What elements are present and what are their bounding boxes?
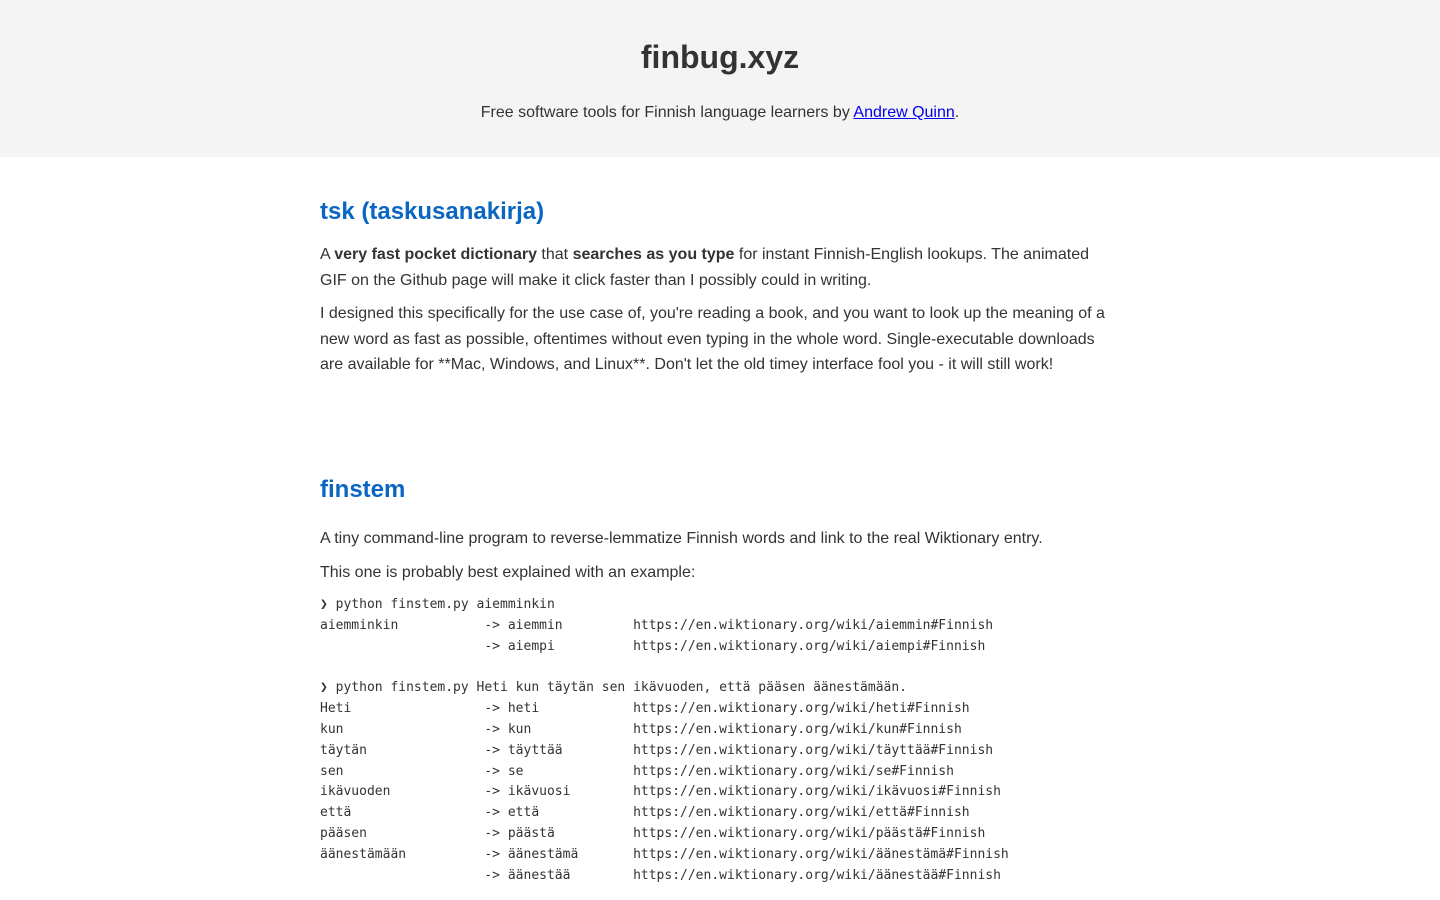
site-title: finbug.xyz <box>640 39 800 75</box>
tsk-description <box>320 242 1120 293</box>
tagline-prefix: Free software tools for Finnish language learners by <box>480 104 854 121</box>
tsk-title: tsk (taskusanakirja) <box>320 198 545 225</box>
tsk-desc-bold-2: searches as you type <box>572 246 735 263</box>
site-tagline <box>0 102 1440 124</box>
tsk-desc-text-a: A <box>320 246 335 263</box>
finstem-code-example: ❯ python finstem.py aiemminkin aiemminkin -> aiemmin https://en.wiktionary.org/wiki/aiemmin#Finnish -> aiempi https://en.wiktionary.org/wiki/aiempi#Finnish ❯ python finstem.py Heti kun täytän sen ikävuoden, että pääsen äänestämään. Heti -> heti https://en.wiktionary.org/wiki/heti#Finnish kun -> kun https://en.wiktionary.org/wiki/kun#Finnish täytän -> täyttää https://en.wiktionary.org/wiki/täyttää#Finnish sen -> se https://en.wiktionary.org/wiki/se#Finnish ikävuoden -> ikävuosi https://en.wiktionary.org/wiki/ikävuosi#Finnish että -> että https://en.wiktionary.org/wiki/että#Finnish pääsen -> päästä https://en.wiktionary.org/wiki/päästä#Finnish äänestämään -> äänestämä https://en.wiktionary.org/wiki/äänestämä#Finnish -> äänestää https://en.wiktionary.org/wiki/äänestää#Finnish <box>320 597 1009 883</box>
site-header <box>0 0 1440 157</box>
finstem-section <box>320 475 1120 886</box>
tsk-section <box>320 197 1120 378</box>
tsk-use-case: I designed this specifically for the use case of, you're reading a book, and you want to look up the meaning of a new word as fast as possible, oftentimes without even typing in the whole word. Single-executable downloads are available for **Mac, Windows, and Linux**. Don't let the old timey interface fool you - it will still work! <box>320 305 1105 374</box>
tsk-desc-text-b: that <box>536 246 573 263</box>
main-content <box>320 157 1120 886</box>
finstem-title: finstem <box>320 475 406 503</box>
tsk-desc-bold-1: very fast pocket dictionary <box>334 246 537 263</box>
finstem-example-intro: This one is probably best explained with an example: <box>320 563 696 581</box>
finstem-description: A tiny command-line program to reverse-lemmatize Finnish words and link to the real Wiktionary entry. <box>320 529 1043 547</box>
author-link[interactable]: Andrew Quinn <box>853 104 955 121</box>
tagline-suffix: . <box>954 104 960 121</box>
tsk-desc-text-c: for instant Finnish-English lookups. The animated GIF on the Github page will make it click faster than I possibly could in writing. <box>320 246 1089 289</box>
